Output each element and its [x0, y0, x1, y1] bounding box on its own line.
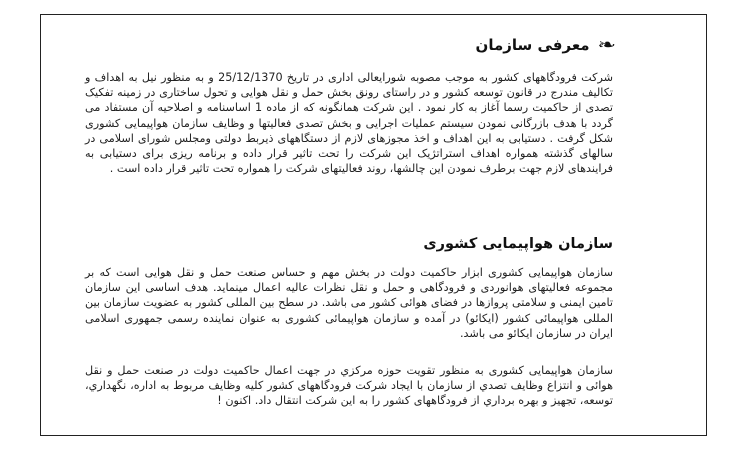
section-heading: سازمان هواپیمایی کشوری — [423, 236, 613, 252]
section-paragraph-2: سازمان هواپیمایی کشوری به منظور تقویت حوزه مرکزي در جهت اعمال حاکمیت دولت در صنعت حمل و نقل هوائی و انتزاع وظایف تصدي از سازمان با ایجاد شرکت فرودگاههای کشور کلیه وظایف مربوط به اداره، نگهداري، توسعه، تجهیز و بهره برداري از فرودگاههای کشور را به این شرکت انتقال داد. اکنون ! — [85, 364, 613, 408]
section-paragraph-1: سازمان هواپیمایی کشوری ابزار حاکمیت دولت در بخش مهم و حساس صنعت حمل و نقل هوایی است که بر مجموعه فعالیتهای هوانوردی و فرودگاهی و حمل و نقل نظرات عالیه اعمال مینماید. هدف اساسی این سازمان تامین ایمنی و سلامتی پروازها در فضای هوائی کشور می باشد. در سطح بین المللی کشور به عضویت سازمان بین المللی هواپیمائی کشور (ایکائو) در آمده و سازمان هواپیمائی کشوری به عنوان نماینده رسمی جمهوری اسلامی ایران در سازمان ایکائو می باشد. — [85, 266, 613, 340]
page-title: معرفی سازمان — [475, 36, 590, 54]
leaf-bullet-icon: ❧ — [596, 35, 616, 54]
document-page — [40, 14, 707, 436]
title-row — [475, 35, 616, 54]
intro-paragraph: شرکت فرودگاههای کشور به موجب مصوبه شورایعالی اداری در تاریخ 25/12/1370 و به منظور نیل به اهداف و تکالیف مندرج در قانون توسعه کشور و در راستای رونق بخش حمل و نقل هوایی و تحول ساختاری در زمینه تفکیک تصدی از حاکمیت رسما آغاز به کار نمود . این شرکت همانگونه که از ماده 1 اساسنامه و اصلاحیه آن مستفاد می گردد با هدف بازرگانی نمودن سیستم عملیات اجرایی و بخش تصدی فعالیتها و وظایف سازمان هواپیمایی کشوری شکل گرفت . دستیابی به این اهداف و اخذ مجوزهای لازم از دستگاههای ذیربط دولتی ومجلس شورای اسلامی در سالهای گذشته همواره اهداف استراتژیک این شرکت را تحت تاثیر قرار داده و برنامه ریزی برای دستیابی به فرایندهای لازم جهت برطرف نمودن این چالشها، روند فعالیتهای شرکت را همواره تحت تاثیر قرار داده است . — [85, 71, 613, 176]
